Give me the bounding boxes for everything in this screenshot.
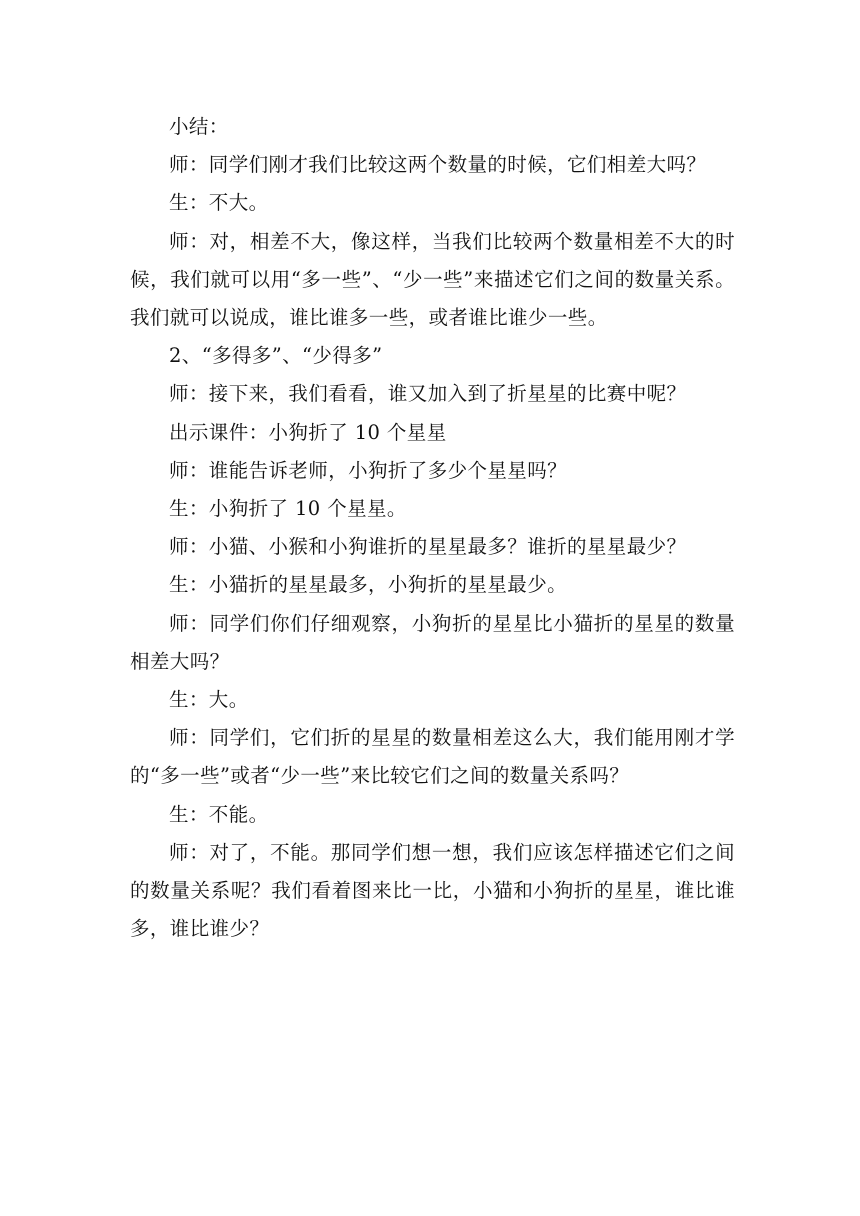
paragraph: 出示课件：小狗折了 10 个星星 (169, 420, 447, 444)
paragraph: 师：接下来，我们看看，谁又加入到了折星星的比赛中呢？ (169, 382, 687, 406)
paragraph: 生：大。 (169, 688, 249, 712)
summary-heading: 小结： (169, 115, 229, 138)
paragraph: 师：同学们你们仔细观察，小狗折的星星比小猫折的星星的数量相差大吗？ (130, 611, 735, 673)
paragraph: 生：小猫折的星星最多，小狗折的星星最少。 (169, 573, 568, 597)
paragraph: 生：不能。 (169, 802, 269, 826)
paragraph: 师：谁能告诉老师，小狗折了多少个星星吗？ (169, 458, 568, 482)
paragraph: 师：同学们，它们折的星星的数量相差这么大，我们能用刚才学的“多一些”或者“少一些”来比较它们之间的数量关系吗？ (130, 726, 735, 788)
paragraph: 师：小猫、小猴和小狗谁折的星星最多？谁折的星星最少？ (169, 535, 687, 559)
paragraph: 生：不大。 (169, 191, 269, 215)
paragraph: 师：同学们刚才我们比较这两个数量的时候，它们相差大吗？ (169, 153, 707, 177)
paragraph: 师：对，相差不大，像这样，当我们比较两个数量相差不大的时候，我们就可以用“多一些”、“少一些”来描述它们之间的数量关系。我们就可以说成，谁比谁多一些，或者谁比谁少一些。 (130, 229, 735, 330)
paragraph: 师：对了，不能。那同学们想一想，我们应该怎样描述它们之间的数量关系呢？我们看着图来比一比，小猫和小狗折的星星，谁比谁多，谁比谁少？ (130, 840, 735, 941)
section-heading: 2、“多得多”、“少得多” (169, 344, 383, 368)
document-body (130, 108, 735, 948)
paragraph: 生：小狗折了 10 个星星。 (169, 497, 407, 521)
